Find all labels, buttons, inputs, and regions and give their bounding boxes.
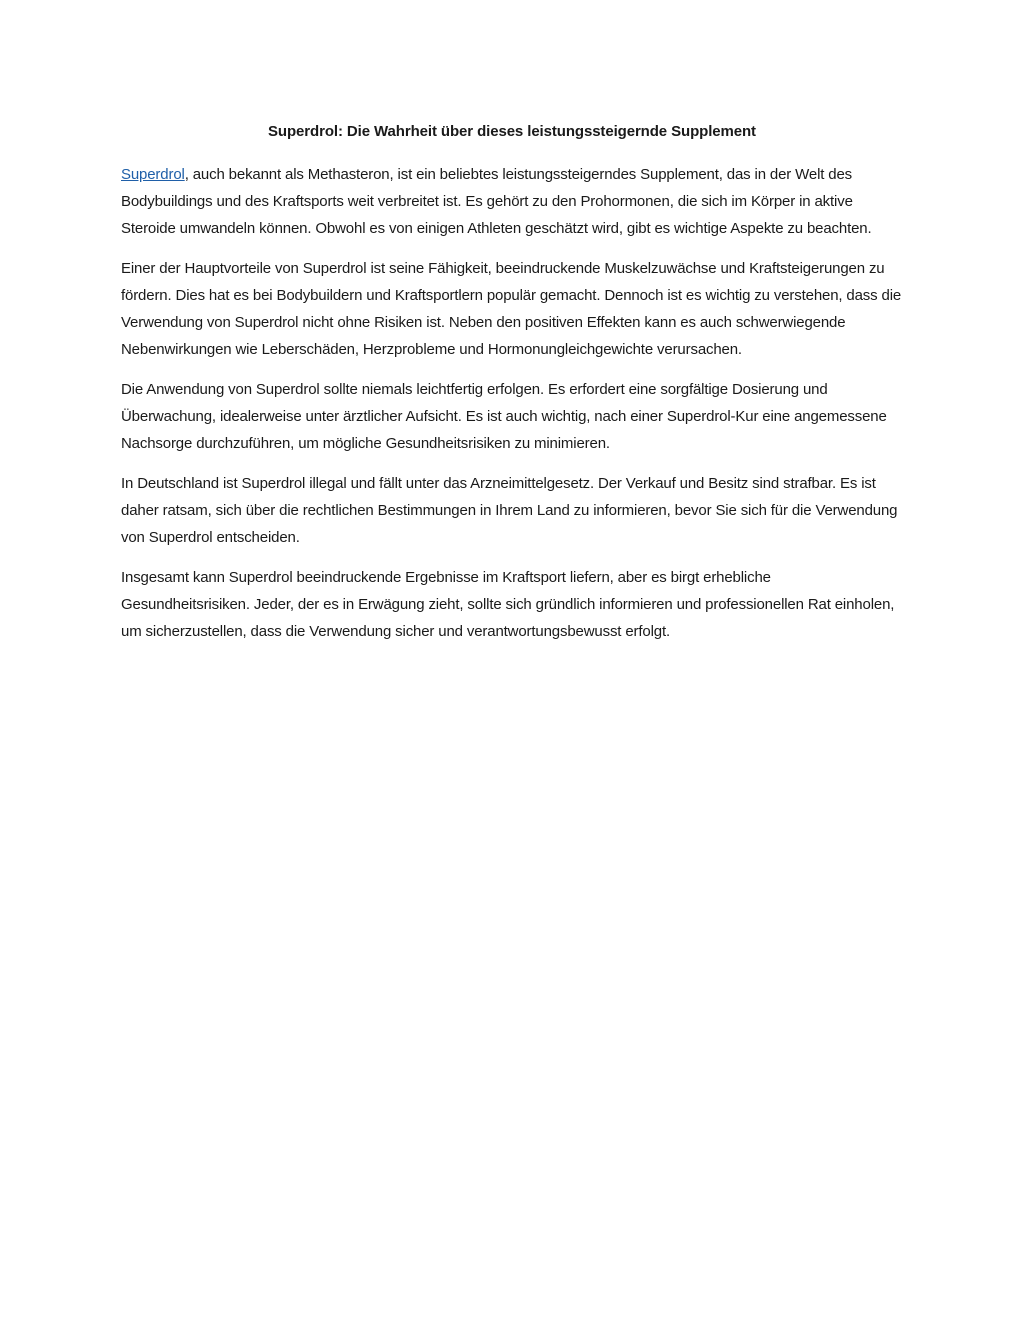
document-title: Superdrol: Die Wahrheit über dieses leistungssteigernde Supplement (268, 123, 756, 140)
document-body (121, 121, 903, 658)
paragraph-conclusion: Insgesamt kann Superdrol beeindruckende Ergebnisse im Kraftsport liefern, aber es birgt erhebliche Gesundheitsrisiken. Jeder, der es in Erwägung zieht, sollte sich gründlich informieren und professionellen Rat einholen, um sicherzustellen, dass die Verwendung sicher und verantwortungsbewusst erfolgt. (121, 569, 895, 640)
paragraph-intro (121, 161, 903, 242)
paragraph-benefits-risks: Einer der Hauptvorteile von Superdrol ist seine Fähigkeit, beeindruckende Muskelzuwächse und Kraftsteigerungen zu fördern. Dies hat es bei Bodybuildern und Kraftsportlern populär gemacht. Dennoch ist es wichtig zu verstehen, dass die Verwendung von Superdrol nicht ohne Risiken ist. Neben den positiven Effekten kann es auch schwerwiegende Nebenwirkungen wie Leberschäden, Herzprobleme und Hormonungleichgewichte verursachen. (121, 260, 902, 358)
paragraph-intro-text: , auch bekannt als Methasteron, ist ein beliebtes leistungssteigerndes Supplement, das in der Welt des Bodybuildings und des Kraftsports weit verbreitet ist. Es gehört zu den Prohormonen, die sich im Körper in aktive Steroide umwandeln können. Obwohl es von einigen Athleten geschätzt wird, gibt es wichtige Aspekte zu beachten. (121, 166, 872, 237)
paragraph-usage: Die Anwendung von Superdrol sollte niemals leichtfertig erfolgen. Es erfordert eine sorgfältige Dosierung und Überwachung, idealerweise unter ärztlicher Aufsicht. Es ist auch wichtig, nach einer Superdrol-Kur eine angemessene Nachsorge durchzuführen, um mögliche Gesundheitsrisiken zu minimieren. (121, 381, 887, 452)
paragraph-legal: In Deutschland ist Superdrol illegal und fällt unter das Arzneimittelgesetz. Der Verkauf und Besitz sind strafbar. Es ist daher ratsam, sich über die rechtlichen Bestimmungen in Ihrem Land zu informieren, bevor Sie sich für die Verwendung von Superdrol entscheiden. (121, 475, 898, 546)
superdrol-link[interactable]: Superdrol (121, 166, 185, 183)
